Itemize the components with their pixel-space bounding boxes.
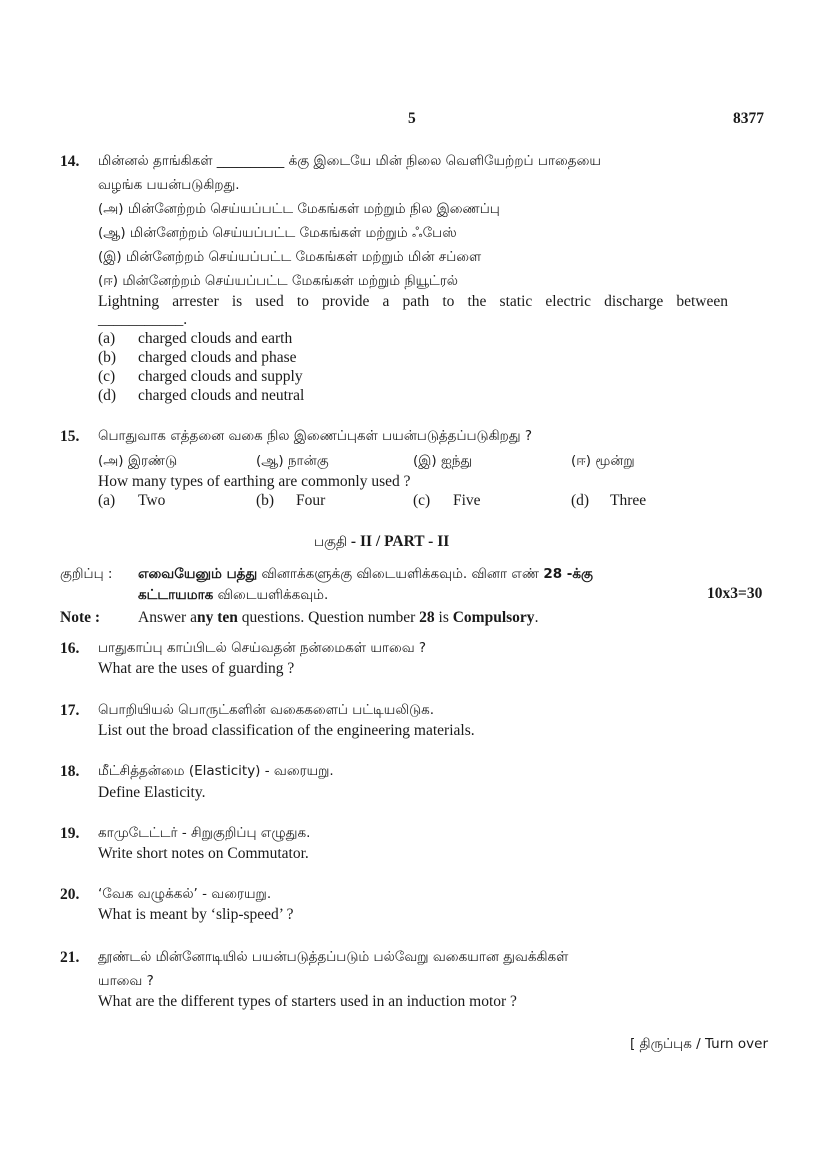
q15-english-option-b-text: Four <box>296 492 326 509</box>
note-english-bold2: 28 <box>419 609 435 626</box>
note-tamil-line2 <box>138 587 328 605</box>
question-number-20: 20. <box>60 886 80 903</box>
q14-english-option-d-label: (d) <box>98 387 117 404</box>
note-english-text2: questions. Question number <box>237 609 420 626</box>
q17-tamil: பொறியியல் பொருட்களின் வகைகளைப் பட்டியலிடுக. <box>98 702 435 718</box>
q14-english-option-d-text: charged clouds and neutral <box>138 387 305 404</box>
q15-tamil-option-b: (ஆ) நான்கு <box>256 453 329 469</box>
q14-tamil-option-a: (அ) மின்னேற்றம் செய்யப்பட்ட மேகங்கள் மற்றும் நில இணைப்பு <box>98 201 500 217</box>
q21-tamil-line2: யாவை ? <box>98 973 154 989</box>
q20-tamil: ‘வேக வழுக்கல்’ - வரையறு. <box>98 886 272 902</box>
q17-english: List out the broad classification of the engineering materials. <box>98 722 475 739</box>
question-number-19: 19. <box>60 825 80 842</box>
q15-tamil-option-c: (இ) ஐந்து <box>413 453 473 469</box>
note-tamil-label: குறிப்பு : <box>60 566 113 582</box>
q14-english-option-a-text: charged clouds and earth <box>138 330 293 347</box>
q14-english-option-b-label: (b) <box>98 349 117 366</box>
note-english-bold1: ny ten <box>196 609 238 626</box>
q19-tamil: காமுடேட்டர் - சிறுகுறிப்பு எழுதுக. <box>98 825 311 841</box>
q18-english: Define Elasticity. <box>98 784 206 801</box>
note-tamil-text1: வினாக்களுக்கு விடையளிக்கவும். வினா எண் <box>257 566 544 582</box>
q14-tamil-option-d: (ஈ) மின்னேற்றம் செய்யப்பட்ட மேகங்கள் மற்றும் நியூட்ரல் <box>98 273 458 289</box>
q21-tamil-line1: தூண்டல் மின்னோடியில் பயன்படுத்தப்படும் பல்வேறு வகையான துவக்கிகள் <box>98 949 569 965</box>
q18-tamil: மீட்சித்தன்மை (Elasticity) - வரையறு. <box>98 763 334 779</box>
q19-english: Write short notes on Commutator. <box>98 845 309 862</box>
note-tamil-bold3: கட்டாயமாக <box>138 587 214 603</box>
question-number-15: 15. <box>60 428 80 445</box>
q14-tamil-option-c: (இ) மின்னேற்றம் செய்யப்பட்ட மேகங்கள் மற்றும் மின் சப்ளை <box>98 249 482 265</box>
q15-tamil-option-a: (அ) இரண்டு <box>98 453 178 469</box>
q14-tamil-line1: மின்னல் தாங்கிகள் __________ க்கு இடையே மின் நிலை வெளியேற்றப் பாதையை <box>98 153 601 169</box>
note-tamil-bold2: 28 -க்கு <box>543 566 593 582</box>
turn-over-note: [ திருப்புக / Turn over <box>629 1036 768 1052</box>
question-number-21: 21. <box>60 949 80 966</box>
note-english-label: Note : <box>60 609 101 626</box>
question-number-18: 18. <box>60 763 80 780</box>
marks-allocation: 10x3=30 <box>707 585 763 602</box>
q15-english-option-c-text: Five <box>453 492 481 509</box>
part-heading <box>314 533 449 552</box>
q14-english-line2: ___________. <box>98 311 188 328</box>
q14-english-option-a-label: (a) <box>98 330 116 347</box>
q15-english-option-a-text: Two <box>138 492 166 509</box>
note-tamil-bold1: எவையேனும் பத்து <box>138 566 258 582</box>
q15-tamil-option-d: (ஈ) மூன்று <box>571 453 635 469</box>
paper-code: 8377 <box>733 110 764 127</box>
q14-english-option-c-label: (c) <box>98 368 116 385</box>
q16-english: What are the uses of guarding ? <box>98 660 295 677</box>
q15-english-option-d-text: Three <box>610 492 647 509</box>
note-english-text <box>138 609 538 627</box>
part-heading-tamil: பகுதி <box>314 534 348 550</box>
q14-english-line1: Lightning arrester is used to provide a path to the static electric discharge between <box>98 293 728 310</box>
q15-english-option-b-label: (b) <box>256 492 275 509</box>
q14-english-option-c-text: charged clouds and supply <box>138 368 303 385</box>
note-english-text3: is <box>434 609 453 626</box>
q15-english-option-a-label: (a) <box>98 492 116 509</box>
page-number: 5 <box>408 110 416 127</box>
note-english-text4: . <box>534 609 539 626</box>
q15-english-option-c-label: (c) <box>413 492 431 509</box>
question-number-17: 17. <box>60 702 80 719</box>
note-english-text1: Answer a <box>138 609 197 626</box>
q14-english-option-b-text: charged clouds and phase <box>138 349 297 366</box>
note-tamil-text2: விடையளிக்கவும். <box>213 587 329 603</box>
q14-tamil-line2: வழங்க பயன்படுகிறது. <box>98 177 240 193</box>
question-number-14: 14. <box>60 153 80 170</box>
part-heading-english: - II / PART - II <box>347 533 450 550</box>
q15-tamil: பொதுவாக எத்தனை வகை நில இணைப்புகள் பயன்படுத்தப்படுகிறது ? <box>98 428 533 444</box>
note-english-bold3: Compulsory <box>452 609 535 626</box>
q15-english: How many types of earthing are commonly used ? <box>98 473 411 490</box>
q21-english: What are the different types of starters used in an induction motor ? <box>98 993 517 1010</box>
note-tamil-line1 <box>138 566 593 584</box>
question-number-16: 16. <box>60 640 80 657</box>
q16-tamil: பாதுகாப்பு காப்பிடல் செய்வதன் நன்மைகள் யாவை ? <box>98 640 427 656</box>
q14-tamil-option-b: (ஆ) மின்னேற்றம் செய்யப்பட்ட மேகங்கள் மற்றும் ஃபேஸ் <box>98 225 457 241</box>
q20-english: What is meant by ‘slip-speed’ ? <box>98 906 294 923</box>
q15-english-option-d-label: (d) <box>571 492 590 509</box>
